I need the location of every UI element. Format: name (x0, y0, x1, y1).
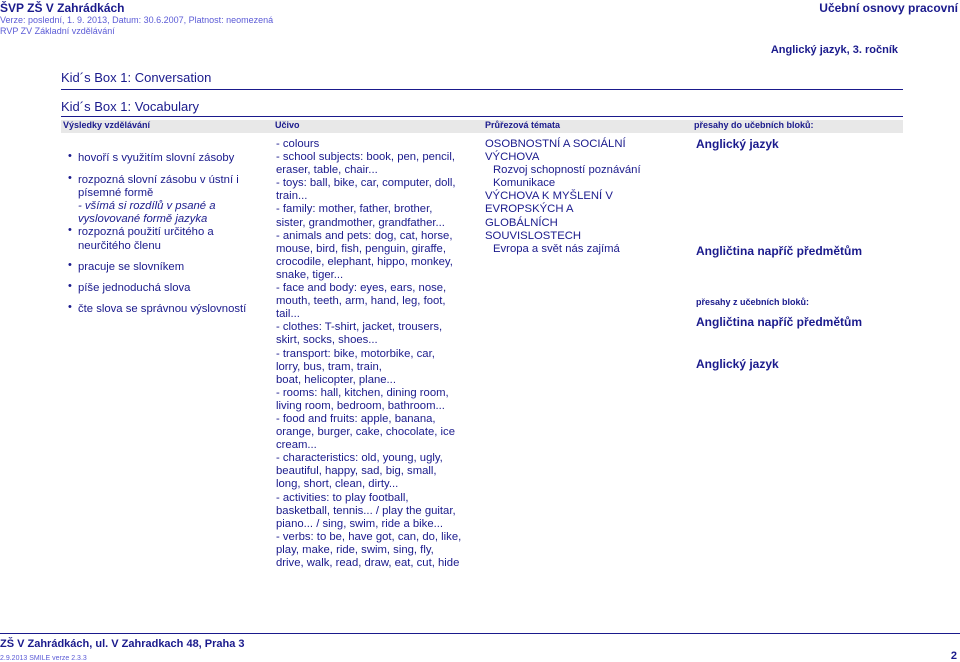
content-line: basketball, tennis... / play the guitar, (276, 504, 456, 517)
bullet-icon: • (68, 150, 72, 162)
theme-line: Rozvoj schopností poznávání (493, 164, 641, 177)
divider (61, 89, 903, 90)
content-line: - animals and pets: dog, cat, horse, (276, 229, 453, 242)
software-version: 2.9.2013 SMILE verze 2.3.3 (0, 655, 87, 662)
school-address: ZŠ V Zahrádkách, ul. V Zahradkach 48, Praha 3 (0, 638, 245, 650)
content-line: play, make, ride, swim, sing, fly, (276, 543, 434, 556)
content-line: train... (276, 190, 308, 203)
rvp-label: RVP ZV Základní vzdělávání (0, 26, 115, 36)
relation-to-english: Anglický jazyk (696, 137, 779, 151)
relation-to-english-across: Angličtina napříč předmětům (696, 244, 863, 258)
content-line: - toys: ball, bike, car, computer, doll, (276, 177, 456, 190)
column-header-content: Učivo (275, 120, 300, 130)
content-line: - face and body: eyes, ears, nose, (276, 282, 447, 295)
theme-line: EVROPSKÝCH A (485, 203, 574, 216)
bullet-icon: • (68, 224, 72, 237)
theme-line: Komunikace (493, 177, 556, 190)
bullet-icon: • (68, 172, 72, 185)
outcome-text: - všímá si rozdílů v psané a (78, 200, 216, 213)
divider (61, 116, 903, 117)
outcome-text: rozpozná použití určitého a (78, 226, 214, 239)
content-line: eraser, table, chair... (276, 164, 378, 177)
theme-line: VÝCHOVA (485, 151, 540, 164)
spacer (68, 165, 263, 174)
theme-line: VÝCHOVA K MYŠLENÍ V (485, 190, 613, 203)
theme-line: Evropa a svět nás zajímá (493, 242, 620, 255)
outcome-text: neurčitého členu (78, 239, 161, 252)
document-type: Učební osnovy pracovní (819, 1, 958, 15)
relations-from-label: přesahy z učebních bloků: (696, 297, 810, 307)
content-line: mouth, teeth, arm, hand, leg, foot, (276, 295, 446, 308)
spacer (68, 274, 263, 282)
conversation-title: Kid´s Box 1: Conversation (61, 70, 212, 85)
outcome-text: hovoří s využitím slovní zásoby (78, 152, 235, 164)
outcome-item (68, 200, 263, 226)
theme-line: OSOBNOSTNÍ A SOCIÁLNÍ (485, 138, 626, 150)
content-line: - family: mother, father, brother, (276, 203, 433, 216)
outcome-item (68, 226, 263, 252)
content-line: snake, tiger... (276, 268, 344, 281)
content-line: skirt, socks, shoes... (276, 334, 378, 347)
content-line: crocodile, elephant, hippo, monkey, (276, 255, 453, 268)
content-line: sister, grandmother, grandfather... (276, 216, 445, 229)
content-line: orange, burger, cake, chocolate, ice (276, 426, 455, 439)
content-line: beautiful, happy, sad, big, small, (276, 465, 437, 478)
spacer (68, 295, 263, 303)
content-line: boat, helicopter, plane... (276, 373, 396, 386)
content-line: drive, walk, read, draw, eat, cut, hide (276, 557, 460, 569)
content-line: tail... (276, 308, 300, 321)
relation-from-english: Anglický jazyk (696, 357, 779, 371)
themes-list (485, 138, 680, 256)
outcome-text: rozpozná slovní zásobu v ústní i (78, 174, 239, 187)
column-header-relations: přesahy do učebních bloků: (694, 120, 814, 130)
subject-grade: Anglický jazyk, 3. ročník (770, 44, 898, 56)
content-line: mouse, bird, fish, penguin, giraffe, (276, 242, 446, 255)
outcome-item (68, 152, 263, 165)
outcome-text: písemné formě (78, 187, 154, 200)
page-number: 2 (950, 650, 957, 662)
spacer (68, 253, 263, 261)
content-line: - verbs: to be, have got, can, do, like, (276, 530, 462, 543)
content-line: cream... (276, 439, 317, 452)
version-meta: Verze: poslední, 1. 9. 2013, Datum: 30.6.2007, Platnost: neomezená (0, 15, 274, 25)
footer-divider (0, 633, 960, 634)
bullet-icon: • (68, 300, 72, 313)
outcome-text: píše jednoduchá slova (78, 281, 191, 294)
content-line: - rooms: hall, kitchen, dining room, (276, 386, 449, 399)
outcome-item (68, 258, 263, 274)
content-list (276, 138, 481, 570)
school-name: ŠVP ZŠ V Zahrádkách (0, 1, 125, 15)
outcomes-list (68, 152, 263, 316)
content-line: piano... / sing, swim, ride a bike... (276, 517, 444, 530)
bullet-icon: • (68, 258, 72, 271)
outcome-item (68, 300, 263, 316)
content-line: - characteristics: old, young, ugly, (276, 452, 443, 465)
vocabulary-title: Kid´s Box 1: Vocabulary (61, 99, 200, 114)
column-header-outcomes: Výsledky vzdělávání (63, 120, 151, 130)
content-line: lorry, bus, tram, train, (276, 360, 382, 373)
relation-from-english-across: Angličtina napříč předmětům (696, 315, 863, 329)
outcome-text: čte slova se správnou výslovností (78, 302, 247, 315)
theme-line: SOUVISLOSTECH (485, 229, 582, 242)
content-line: - clothes: T-shirt, jacket, trousers, (276, 321, 443, 334)
bullet-icon: • (68, 279, 72, 292)
content-line: - colours (276, 138, 320, 150)
outcome-item (68, 279, 263, 295)
content-line: living room, bedroom, bathroom... (276, 399, 445, 412)
outcome-text: vyslovované formě jazyka (78, 213, 208, 226)
outcome-text: pracuje se slovníkem (78, 260, 185, 273)
outcome-item (68, 174, 263, 200)
column-header-themes: Průřezová témata (485, 120, 561, 130)
content-line: - transport: bike, motorbike, car, (276, 347, 435, 360)
content-line: long, short, clean, dirty... (276, 478, 399, 491)
content-line: - activities: to play football, (276, 491, 409, 504)
theme-line: GLOBÁLNÍCH (485, 216, 558, 229)
content-line: - school subjects: book, pen, pencil, (276, 151, 455, 164)
content-line: - food and fruits: apple, banana, (276, 412, 436, 425)
